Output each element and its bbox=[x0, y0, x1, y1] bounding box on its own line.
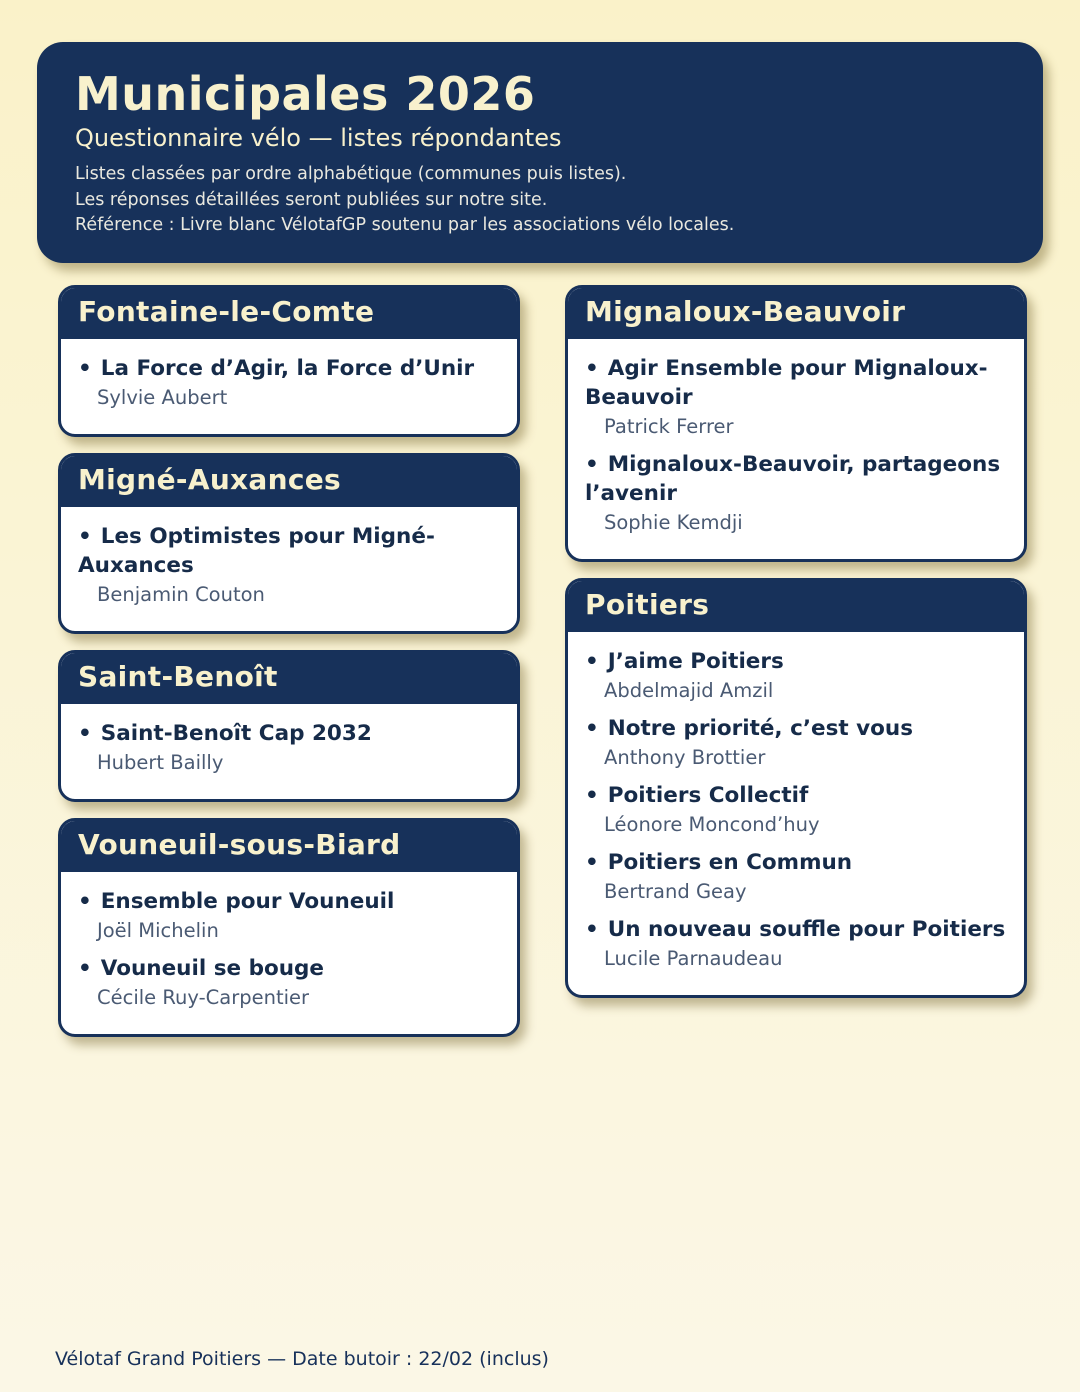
list-item bbox=[585, 714, 1006, 771]
list-name-text: La Force d’Agir, la Force d’Unir bbox=[100, 355, 475, 381]
bullet-icon: • bbox=[585, 355, 599, 381]
list-item bbox=[78, 954, 499, 1011]
list-item bbox=[585, 354, 1006, 440]
header-notes bbox=[75, 162, 1003, 239]
list-name bbox=[585, 714, 1006, 743]
bullet-icon: • bbox=[585, 849, 599, 875]
list-name bbox=[585, 915, 1006, 944]
commune-card-body bbox=[568, 339, 1024, 559]
header-banner bbox=[37, 42, 1043, 263]
commune-card-header bbox=[568, 288, 1024, 339]
list-item bbox=[78, 522, 499, 608]
list-name-text: Saint-Benoît Cap 2032 bbox=[100, 720, 372, 746]
list-name-text: Ensemble pour Vouneuil bbox=[100, 888, 395, 914]
list-item bbox=[78, 354, 499, 411]
list-name-text: Poitiers Collectif bbox=[607, 782, 809, 808]
list-name-text: Agir Ensemble pour Mignaloux-Beauvoir bbox=[585, 355, 988, 410]
bullet-icon: • bbox=[78, 888, 92, 914]
bullet-icon: • bbox=[78, 355, 92, 381]
commune-name: Poitiers bbox=[585, 587, 710, 621]
list-item bbox=[585, 647, 1006, 704]
bullet-icon: • bbox=[585, 916, 599, 942]
candidate-name: Abdelmajid Amzil bbox=[604, 678, 774, 702]
candidate-name: Sylvie Aubert bbox=[97, 385, 228, 409]
candidate-name: Hubert Bailly bbox=[97, 750, 224, 774]
list-item bbox=[585, 915, 1006, 972]
candidate-name: Sophie Kemdji bbox=[604, 510, 743, 534]
commune-card bbox=[565, 285, 1027, 562]
list-name bbox=[585, 450, 1006, 508]
list-name bbox=[78, 719, 499, 748]
commune-card bbox=[58, 818, 520, 1037]
commune-card-body bbox=[61, 872, 517, 1034]
candidate-name: Benjamin Couton bbox=[97, 582, 265, 606]
bullet-icon: • bbox=[585, 715, 599, 741]
list-name bbox=[78, 954, 499, 983]
page-title: Municipales 2026 bbox=[75, 67, 536, 121]
commune-card-body bbox=[61, 704, 517, 799]
bullet-icon: • bbox=[585, 648, 599, 674]
bullet-icon: • bbox=[585, 782, 599, 808]
commune-card bbox=[58, 650, 520, 802]
candidate-name: Anthony Brottier bbox=[604, 745, 766, 769]
list-item bbox=[585, 848, 1006, 905]
list-name bbox=[78, 354, 499, 383]
commune-card-header bbox=[61, 821, 517, 872]
list-item bbox=[78, 719, 499, 776]
bullet-icon: • bbox=[78, 720, 92, 746]
candidate-name: Joël Michelin bbox=[97, 918, 219, 942]
list-item bbox=[585, 450, 1006, 536]
list-name bbox=[585, 848, 1006, 877]
list-item bbox=[585, 781, 1006, 838]
list-name bbox=[585, 647, 1006, 676]
commune-card-header bbox=[61, 653, 517, 704]
commune-name: Migné-Auxances bbox=[78, 462, 341, 496]
list-name bbox=[78, 522, 499, 580]
left-column bbox=[58, 285, 520, 1037]
list-name-text: Mignaloux-Beauvoir, partageons l’avenir bbox=[585, 451, 1001, 506]
list-name-text: Un nouveau souffle pour Poitiers bbox=[607, 916, 1006, 942]
bullet-icon: • bbox=[585, 451, 599, 477]
commune-card-body bbox=[568, 632, 1024, 995]
page-subtitle: Questionnaire vélo — listes répondantes bbox=[75, 124, 562, 152]
header-note-line: Listes classées par ordre alphabétique (communes puis listes). bbox=[75, 164, 627, 184]
list-name-text: Les Optimistes pour Migné-Auxances bbox=[78, 523, 435, 578]
commune-card-header bbox=[568, 581, 1024, 632]
list-name-text: Vouneuil se bouge bbox=[100, 955, 325, 981]
candidate-name: Patrick Ferrer bbox=[604, 414, 734, 438]
commune-card-body bbox=[61, 339, 517, 434]
bullet-icon: • bbox=[78, 955, 92, 981]
cards-grid bbox=[0, 263, 1080, 1037]
list-name bbox=[585, 354, 1006, 412]
candidate-name: Bertrand Geay bbox=[604, 879, 747, 903]
commune-name: Mignaloux-Beauvoir bbox=[585, 294, 906, 328]
bullet-icon: • bbox=[78, 523, 92, 549]
right-column bbox=[565, 285, 1027, 998]
commune-card-header bbox=[61, 288, 517, 339]
commune-card bbox=[565, 578, 1027, 998]
list-name bbox=[585, 781, 1006, 810]
candidate-name: Léonore Moncond’huy bbox=[604, 812, 820, 836]
commune-name: Saint-Benoît bbox=[78, 659, 278, 693]
commune-card-header bbox=[61, 456, 517, 507]
footer-note: Vélotaf Grand Poitiers — Date butoir : 22/02 (inclus) bbox=[55, 1348, 549, 1370]
commune-name: Vouneuil-sous-Biard bbox=[78, 827, 401, 861]
commune-card-body bbox=[61, 507, 517, 631]
commune-card bbox=[58, 285, 520, 437]
list-name-text: Poitiers en Commun bbox=[607, 849, 853, 875]
candidate-name: Cécile Ruy-Carpentier bbox=[97, 985, 310, 1009]
header-note-line: Référence : Livre blanc VélotafGP soutenu par les associations vélo locales. bbox=[75, 215, 735, 235]
list-name bbox=[78, 887, 499, 916]
candidate-name: Lucile Parnaudeau bbox=[604, 946, 783, 970]
list-name-text: J’aime Poitiers bbox=[607, 648, 784, 674]
commune-card bbox=[58, 453, 520, 634]
header-note-line: Les réponses détaillées seront publiées sur notre site. bbox=[75, 189, 548, 210]
list-item bbox=[78, 887, 499, 944]
commune-name: Fontaine-le-Comte bbox=[78, 294, 375, 328]
list-name-text: Notre priorité, c’est vous bbox=[607, 715, 914, 741]
